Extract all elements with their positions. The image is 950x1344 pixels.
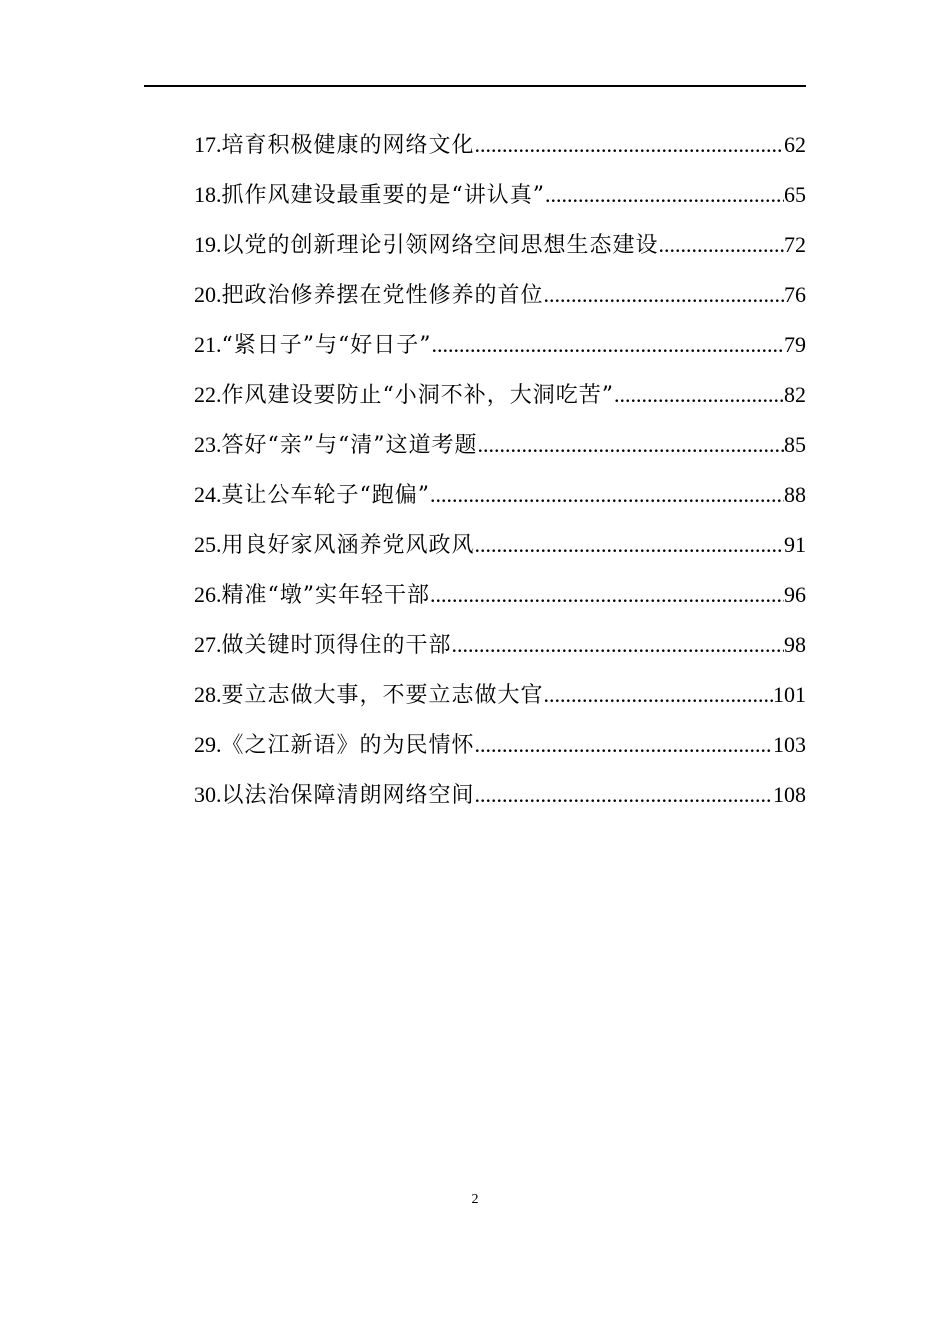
toc-entry-page: 108 (773, 782, 806, 807)
toc-entry-title: 用良好家风涵养党风政风 (221, 533, 475, 558)
toc-entry-22[interactable] (194, 370, 806, 420)
toc-entry-page: 82 (784, 382, 806, 407)
toc-entry-number: 28. (194, 682, 222, 707)
toc-entry-20[interactable] (194, 270, 806, 320)
toc-entry-title: 抓作风建设最重要的是“讲认真” (221, 183, 545, 208)
toc-entry-number: 19. (194, 232, 222, 257)
toc-entry-number: 29. (194, 732, 222, 757)
toc-entry-page: 98 (784, 632, 806, 657)
toc-entry-29[interactable] (194, 720, 806, 770)
toc-entry-number: 20. (194, 282, 222, 307)
toc-dot-leader (544, 270, 784, 320)
toc-entry-title: 作风建设要防止“小洞不补，大洞吃苦” (221, 383, 614, 408)
toc-entry-page: 65 (784, 182, 806, 207)
toc-dot-leader (659, 220, 784, 270)
toc-entry-title: 要立志做大事，不要立志做大官 (221, 683, 544, 708)
toc-entry-title: “紧日子”与“好日子” (221, 333, 432, 358)
toc-dot-leader (430, 470, 784, 520)
toc-entry-21[interactable] (194, 320, 806, 370)
toc-entry-page: 72 (784, 232, 806, 257)
toc-entry-number: 21. (194, 332, 222, 357)
toc-entry-title: 答好“亲”与“清”这道考题 (221, 433, 478, 458)
toc-entry-18[interactable] (194, 170, 806, 220)
toc-entry-number: 25. (194, 532, 222, 557)
toc-dot-leader (545, 170, 784, 220)
toc-entry-23[interactable] (194, 420, 806, 470)
toc-entry-28[interactable] (194, 670, 806, 720)
toc-entry-page: 96 (784, 582, 806, 607)
toc-entry-title: 《之江新语》的为民情怀 (221, 733, 475, 758)
toc-dot-leader (478, 420, 785, 470)
toc-entry-25[interactable] (194, 520, 806, 570)
toc-entry-19[interactable] (194, 220, 806, 270)
table-of-contents (194, 120, 806, 820)
toc-entry-title: 以法治保障清朗网络空间 (221, 783, 475, 808)
toc-entry-number: 22. (194, 382, 222, 407)
toc-entry-30[interactable] (194, 770, 806, 820)
toc-entry-page: 85 (784, 432, 806, 457)
toc-entry-17[interactable] (194, 120, 806, 170)
toc-entry-26[interactable] (194, 570, 806, 620)
toc-entry-24[interactable] (194, 470, 806, 520)
toc-dot-leader (475, 720, 773, 770)
toc-entry-title: 做关键时顶得住的干部 (221, 633, 452, 658)
toc-dot-leader (432, 320, 785, 370)
toc-entry-number: 24. (194, 482, 222, 507)
toc-entry-number: 23. (194, 432, 222, 457)
toc-entry-page: 91 (784, 532, 806, 557)
toc-dot-leader (475, 520, 784, 570)
toc-entry-page: 79 (784, 332, 806, 357)
toc-dot-leader (430, 570, 784, 620)
toc-dot-leader (475, 770, 773, 820)
toc-entry-number: 27. (194, 632, 222, 657)
toc-entry-title: 把政治修养摆在党性修养的首位 (221, 283, 544, 308)
toc-entry-page: 62 (784, 132, 806, 157)
header-rule (144, 85, 806, 87)
toc-entry-number: 18. (194, 182, 222, 207)
toc-dot-leader (614, 370, 784, 420)
toc-entry-title: 精准“墩”实年轻干部 (221, 583, 430, 608)
toc-dot-leader (475, 120, 784, 170)
toc-entry-number: 30. (194, 782, 222, 807)
toc-entry-page: 101 (773, 682, 806, 707)
toc-entry-page: 103 (773, 732, 806, 757)
toc-entry-number: 17. (194, 132, 222, 157)
toc-entry-title: 以党的创新理论引领网络空间思想生态建设 (221, 233, 659, 258)
toc-entry-title: 培育积极健康的网络文化 (221, 133, 475, 158)
toc-entry-number: 26. (194, 582, 222, 607)
toc-entry-page: 76 (784, 282, 806, 307)
toc-entry-27[interactable] (194, 620, 806, 670)
toc-dot-leader (544, 670, 773, 720)
page-number: 2 (471, 1192, 479, 1207)
toc-entry-title: 莫让公车轮子“跑偏” (221, 483, 430, 508)
toc-entry-page: 88 (784, 482, 806, 507)
toc-dot-leader (452, 620, 784, 670)
